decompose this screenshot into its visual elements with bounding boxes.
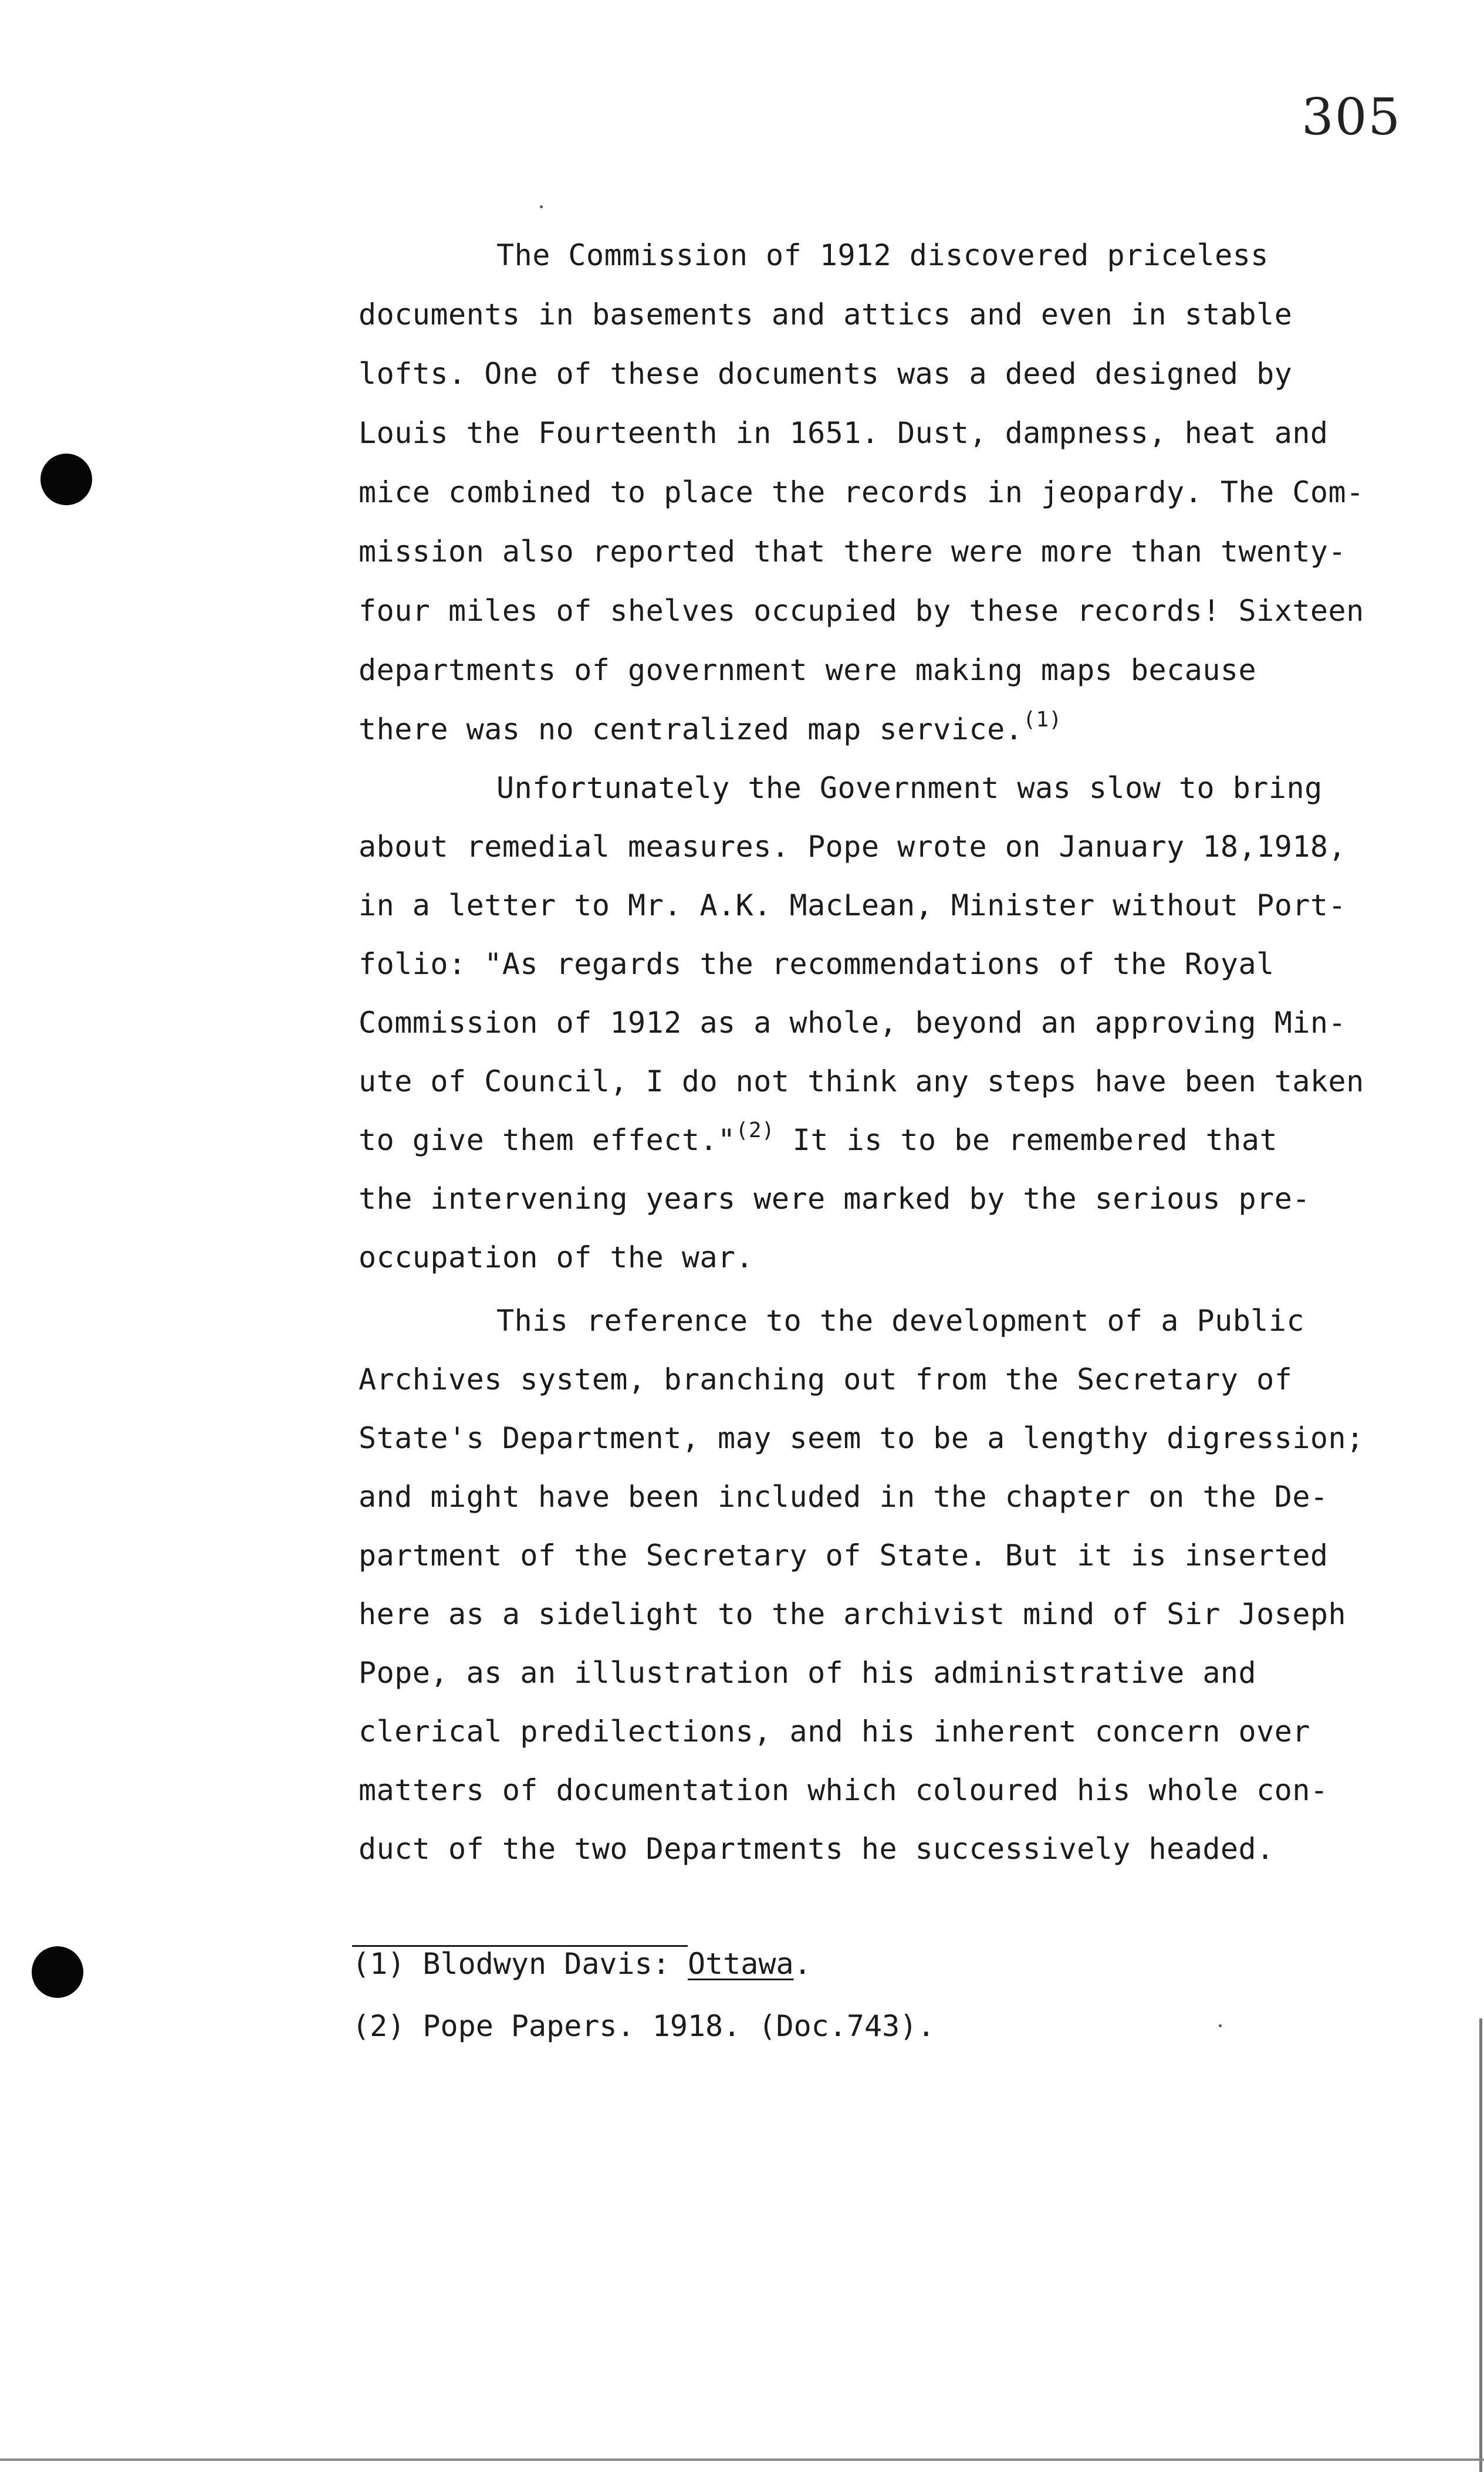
text-line-content: there was no centralized map service. [359, 712, 1023, 746]
text-line: documents in basements and attics and even in stable [359, 297, 1293, 332]
scan-speck [1219, 2024, 1222, 2027]
text-line-continuation: It is to be remembered that [792, 1123, 1278, 1157]
text-line: the intervening years were marked by the serious pre- [359, 1182, 1310, 1216]
text-line: Pope, as an illustration of his administrative and [359, 1656, 1257, 1690]
text-line: folio: "As regards the recommendations of the Royal [359, 947, 1275, 981]
text-line: departments of government were making maps because [359, 653, 1257, 687]
text-line: mission also reported that there were more than twenty- [359, 535, 1347, 569]
text-line: State's Department, may seem to be a lengthy digression; [359, 1421, 1364, 1455]
text-line: Archives system, branching out from the Secretary of [359, 1362, 1293, 1396]
text-line: clerical predilections, and his inherent concern over [359, 1714, 1310, 1749]
punch-hole-bottom [32, 1946, 83, 1998]
scan-edge-bottom [0, 2459, 1484, 2461]
text-line: ute of Council, I do not think any steps have been taken [359, 1064, 1364, 1098]
text-line: mice combined to place the records in jeopardy. The Com- [359, 475, 1364, 509]
text-line: lofts. One of these documents was a deed designed by [359, 357, 1293, 391]
text-line: in a letter to Mr. A.K. MacLean, Minister without Port- [359, 888, 1347, 922]
footnote-1-suffix: . [793, 1947, 812, 1981]
text-line: about remedial measures. Pope wrote on January 18,1918, [359, 830, 1347, 864]
scan-speck [540, 205, 543, 208]
text-line: occupation of the war. [359, 1240, 754, 1274]
text-line-content: to give them effect." [359, 1123, 736, 1157]
text-line: This reference to the development of a Public [496, 1304, 1305, 1338]
text-line [359, 708, 1062, 746]
footnote-1-prefix: (1) Blodwyn Davis: [352, 1947, 688, 1981]
footnote-2: (2) Pope Papers. 1918. (Doc.743). [352, 2009, 935, 2043]
text-line: duct of the two Departments he successively headed. [359, 1832, 1275, 1866]
footnote-1 [352, 1947, 812, 1981]
text-line: Commission of 1912 as a whole, beyond an approving Min- [359, 1006, 1347, 1040]
text-line: four miles of shelves occupied by these records! Sixteen [359, 594, 1364, 628]
text-line: Unfortunately the Government was slow to bring [496, 771, 1323, 805]
scan-edge-right [1479, 2018, 1482, 2472]
page-number: 305 [1302, 88, 1402, 147]
text-line: The Commission of 1912 discovered priceless [496, 238, 1269, 272]
text-line: Louis the Fourteenth in 1651. Dust, dampness, heat and [359, 416, 1328, 450]
punch-hole-top [40, 454, 92, 505]
footnote-mark-2: (2) [735, 1118, 775, 1142]
text-line: and might have been included in the chapter on the De- [359, 1480, 1328, 1514]
text-line: partment of the Secretary of State. But it is inserted [359, 1538, 1328, 1573]
text-line: here as a sidelight to the archivist mind of Sir Joseph [359, 1597, 1347, 1631]
footnote-mark-1: (1) [1023, 708, 1062, 732]
text-line: matters of documentation which coloured his whole con- [359, 1773, 1328, 1807]
footnote-1-title: Ottawa [687, 1947, 794, 1981]
text-line [359, 1118, 1278, 1157]
